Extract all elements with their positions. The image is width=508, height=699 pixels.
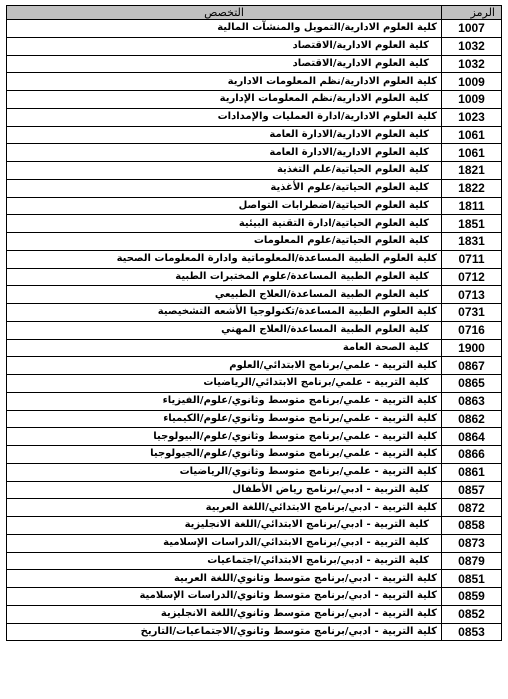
table-row [7,144,502,162]
specialization-cell: كلية العلوم الادارية/ادارة العمليات والإمدادات [7,108,442,126]
code-cell: 0858 [442,517,502,535]
specialization-cell: كلية العلوم الادارية/التمويل والمنشآت المالية [7,20,442,38]
specialization-cell: كلية التربية - علمي/برنامج متوسط وثانوي/علوم/الفيزياء [7,392,442,410]
code-cell: 0731 [442,304,502,322]
code-cell: 0863 [442,392,502,410]
code-cell: 0711 [442,250,502,268]
table-row [7,233,502,251]
code-cell: 0864 [442,428,502,446]
codes-sheet [6,5,501,641]
table-row [7,162,502,180]
specialization-cell: كلية التربية - علمي/برنامج متوسط وثانوي/علوم/البيولوجيا [7,428,442,446]
table-row [7,197,502,215]
specialization-cell: كلية العلوم الادارية/نظم المعلومات الادارية [7,73,442,91]
table-row [7,605,502,623]
code-cell: 0716 [442,321,502,339]
specialization-cell: كلية التربية - ادبي/برنامج الابتدائي/اجتماعيات [7,552,442,570]
table-row [7,357,502,375]
table-row [7,375,502,393]
specialization-cell: كلية العلوم الطبية المساعدة/علوم المختبرات الطبية [7,268,442,286]
table-row [7,588,502,606]
specialization-cell: كلية التربية - علمي/برنامج متوسط وثانوي/علوم/الكيمياء [7,410,442,428]
specialization-cell: كلية العلوم الحياتية/علوم المعلومات [7,233,442,251]
table-row [7,321,502,339]
code-cell: 1821 [442,162,502,180]
specialization-cell: كلية العلوم الطبية المساعدة/العلاج المهني [7,321,442,339]
table-row [7,463,502,481]
code-cell: 1851 [442,215,502,233]
specialization-cell: كلية التربية - ادبي/برنامج متوسط وثانوي/الدراسات الإسلامية [7,588,442,606]
table-row [7,126,502,144]
specialization-cell: كلية التربية - ادبي/برنامج الابتدائي/اللغة الانجليزية [7,517,442,535]
code-cell: 0862 [442,410,502,428]
specialization-cell: كلية التربية - علمي/برنامج متوسط وثانوي/علوم/الجيولوجيا [7,446,442,464]
specialization-cell: كلية التربية - علمي/برنامج متوسط وثانوي/الرياضيات [7,463,442,481]
code-cell: 0851 [442,570,502,588]
table-row [7,91,502,109]
code-cell: 0712 [442,268,502,286]
table-row [7,517,502,535]
specialization-cell: كلية العلوم الادارية/الادارة العامة [7,126,442,144]
code-cell: 1032 [442,55,502,73]
specialization-cell: كلية العلوم الادارية/الاقتصاد [7,37,442,55]
table-row [7,37,502,55]
code-cell: 1061 [442,144,502,162]
specialization-cell: كلية العلوم الادارية/الاقتصاد [7,55,442,73]
specialization-cell: كلية العلوم الحياتية/علوم الأغذية [7,179,442,197]
table-row [7,286,502,304]
specialization-cell: كلية العلوم الادارية/نظم المعلومات الإدارية [7,91,442,109]
table-row [7,428,502,446]
table-row [7,570,502,588]
table-row [7,446,502,464]
code-cell: 0866 [442,446,502,464]
table-row [7,20,502,38]
specialization-cell: كلية العلوم الطبية المساعدة/العلاج الطبيعي [7,286,442,304]
code-cell: 0879 [442,552,502,570]
table-row [7,552,502,570]
specialization-cell: كلية التربية - ادبي/برنامج الابتدائي/الدراسات الإسلامية [7,534,442,552]
code-cell: 0873 [442,534,502,552]
table-row [7,250,502,268]
specialization-cell: كلية التربية - ادبي/برنامج الابتدائي/اللغة العربية [7,499,442,517]
code-cell: 1009 [442,73,502,91]
specialization-cell: كلية العلوم الطبية المساعدة/المعلوماتية وادارة المعلومات الصحية [7,250,442,268]
code-cell: 1822 [442,179,502,197]
specialization-cell: كلية العلوم الحياتية/علم التغذية [7,162,442,180]
table-row [7,534,502,552]
code-cell: 0867 [442,357,502,375]
specialization-codes-table [6,5,502,641]
code-cell: 1007 [442,20,502,38]
code-cell: 0859 [442,588,502,606]
code-cell: 0853 [442,623,502,641]
table-row [7,392,502,410]
specialization-cell: كلية العلوم الحياتية/اضطرابات التواصل [7,197,442,215]
code-cell: 0857 [442,481,502,499]
code-cell: 0865 [442,375,502,393]
code-cell: 0861 [442,463,502,481]
table-row [7,339,502,357]
table-row [7,215,502,233]
header-code: الرمز [442,6,502,20]
code-cell: 1900 [442,339,502,357]
specialization-cell: كلية التربية - ادبي/برنامج متوسط وثانوي/اللغة العربية [7,570,442,588]
specialization-cell: كلية التربية - علمي/برنامج الابتدائي/الرياضيات [7,375,442,393]
code-cell: 0852 [442,605,502,623]
header-row [7,6,502,20]
table-row [7,55,502,73]
code-cell: 0713 [442,286,502,304]
table-row [7,179,502,197]
specialization-cell: كلية التربية - ادبي/برنامج متوسط وثانوي/اللغة الانجليزية [7,605,442,623]
table-row [7,73,502,91]
table-row [7,499,502,517]
code-cell: 0872 [442,499,502,517]
code-cell: 1811 [442,197,502,215]
code-cell: 1831 [442,233,502,251]
table-row [7,410,502,428]
table-row [7,481,502,499]
code-cell: 1009 [442,91,502,109]
code-cell: 1023 [442,108,502,126]
table-row [7,623,502,641]
code-cell: 1061 [442,126,502,144]
header-specialization: التخصص [7,6,442,20]
specialization-cell: كلية الصحة العامة [7,339,442,357]
code-cell: 1032 [442,37,502,55]
specialization-cell: كلية العلوم الادارية/الادارة العامة [7,144,442,162]
table-row [7,304,502,322]
specialization-cell: كلية التربية - ادبي/برنامج متوسط وثانوي/الاجتماعيات/التاريخ [7,623,442,641]
table-row [7,268,502,286]
specialization-cell: كلية التربية - علمي/برنامج الابتدائي/العلوم [7,357,442,375]
specialization-cell: كلية العلوم الحياتية/ادارة التقنية البيئية [7,215,442,233]
table-row [7,108,502,126]
specialization-cell: كلية العلوم الطبية المساعدة/تكنولوجيا الأشعه التشخيصية [7,304,442,322]
specialization-cell: كلية التربية - ادبي/برنامج رياض الأطفال [7,481,442,499]
